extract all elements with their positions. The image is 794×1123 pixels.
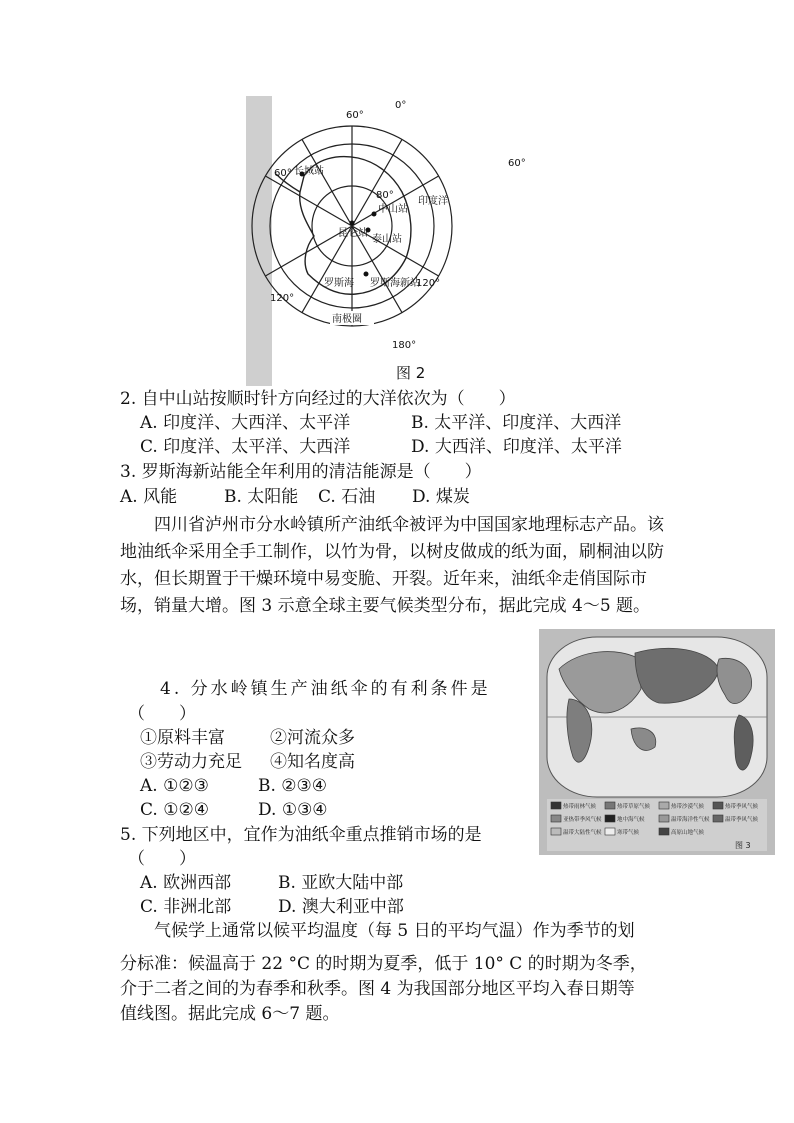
q4-stem: 4. 分水岭镇生产油纸伞的有利条件是 <box>160 679 491 699</box>
label-0-deg: 0° <box>395 100 407 111</box>
q4-option-c: C. ①②④ <box>140 800 209 820</box>
legend-tropical-savanna: 热带草原气候 <box>617 804 651 810</box>
q4-option-d: D. ①③④ <box>258 800 328 820</box>
label-120-deg-w: 120° <box>270 293 295 304</box>
q5-stem-blank: （ ） <box>128 849 196 869</box>
q4-option-b: B. ②③④ <box>258 776 328 796</box>
q3-option-d: D. 煤炭 <box>412 487 470 507</box>
q2-option-c: C. 印度洋、太平洋、大西洋 <box>140 437 351 457</box>
label-60-deg-w: 60° <box>274 168 292 179</box>
q3-option-b: B. 太阳能 <box>224 487 299 507</box>
legend-temperate-continental: 温带大陆性气候 <box>563 830 602 836</box>
passage-season-line-2: 分标准：候温高于 22 °C 的时期为夏季，低于 10° C 的时期为冬季， <box>120 954 647 974</box>
q4-item-1: ①原料丰富 <box>140 728 225 748</box>
legend-tropical-rainforest: 热带雨林气候 <box>563 804 597 810</box>
figure-3-climate-map <box>539 629 775 855</box>
label-ross-new-station: 罗斯海新站 <box>370 278 420 289</box>
figure-2-caption: 图 2 <box>396 364 426 382</box>
q5-option-a: A. 欧洲西部 <box>140 873 232 893</box>
q3-option-a: A. 风能 <box>120 487 178 507</box>
passage-season-line-3: 介于二者之间的为春季和秋季。图 4 为我国部分地区平均入春日期等 <box>120 979 635 999</box>
figure-3-caption: 图 3 <box>735 841 751 850</box>
label-antarctic-circle: 南极圈 <box>332 314 362 325</box>
q2-option-d: D. 大西洋、印度洋、太平洋 <box>411 437 622 457</box>
q2-stem: 2. 自中山站按顺时针方向经过的大洋依次为（ ） <box>120 389 516 409</box>
passage-season-line-4: 值线图。据此完成 6～7 题。 <box>120 1004 340 1024</box>
q3-option-c: C. 石油 <box>318 487 376 507</box>
passage-season-line-1: 气候学上通常以候平均温度（每 5 日的平均气温）作为季节的划 <box>154 921 635 941</box>
label-changcheng-station: 长城站 <box>294 166 324 177</box>
label-60-deg-e: 60° <box>508 158 526 169</box>
legend-subtropical-monsoon: 亚热带季风气候 <box>563 817 602 823</box>
label-80-deg: 80° <box>376 190 394 201</box>
label-ross-sea: 罗斯海 <box>324 278 354 289</box>
q5-stem: 5. 下列地区中，宜作为油纸伞重点推销市场的是 <box>120 825 482 845</box>
label-indian-ocean: 印度洋 <box>418 196 448 207</box>
legend-tropical-monsoon: 热带季风气候 <box>725 804 759 810</box>
q5-option-c: C. 非洲北部 <box>140 897 232 917</box>
label-taishan-station: 泰山站 <box>372 234 402 245</box>
q3-stem: 3. 罗斯海新站能全年利用的清洁能源是（ ） <box>120 462 482 482</box>
legend-temperate-monsoon: 温带季风气候 <box>725 817 759 823</box>
passage-oil-paper-umbrella: 四川省泸州市分水岭镇所产油纸伞被评为中国国家地理标志产品。该地油纸伞采用全手工制作，以竹为骨，以树皮做成的纸为面，刷桐油以防水，但长期置于干燥环境中易变脆、开裂。近年来，油纸伞走俏国际市场，销量大增。图 3 示意全球主要气候类型分布，据此完成 4～5 题。 <box>120 515 664 616</box>
q4-item-3: ③劳动力充足 <box>140 752 242 772</box>
label-zhongshan-station: 中山站 <box>378 204 408 215</box>
q2-option-a: A. 印度洋、大西洋、太平洋 <box>140 413 351 433</box>
scan-edge-shadow <box>246 96 272 386</box>
legend-highland: 高原山地气候 <box>671 830 705 836</box>
label-60-deg-nw: 60° <box>346 110 364 121</box>
q4-item-2: ②河流众多 <box>270 728 355 748</box>
label-kunlun-station: 昆仑站 <box>338 228 368 239</box>
label-180-deg: 180° <box>392 340 417 351</box>
q4-item-4: ④知名度高 <box>270 752 355 772</box>
climate-map-svg <box>539 629 775 855</box>
legend-tropical-desert: 热带沙漠气候 <box>671 804 705 810</box>
antarctic-map-svg <box>246 96 526 386</box>
legend-temperate-oceanic: 温带海洋性气候 <box>671 817 710 823</box>
q2-option-b: B. 太平洋、印度洋、大西洋 <box>411 413 622 433</box>
q4-option-a: A. ①②③ <box>140 776 209 796</box>
q5-option-b: B. 亚欧大陆中部 <box>278 873 404 893</box>
q4-stem-blank: （ ） <box>128 704 196 724</box>
q5-option-d: D. 澳大利亚中部 <box>278 897 404 917</box>
figure-2-antarctic-map <box>246 96 526 386</box>
legend-mediterranean: 地中海气候 <box>617 817 645 823</box>
label-120-deg-e: 120° <box>416 278 441 289</box>
legend-polar: 寒带气候 <box>617 830 640 836</box>
